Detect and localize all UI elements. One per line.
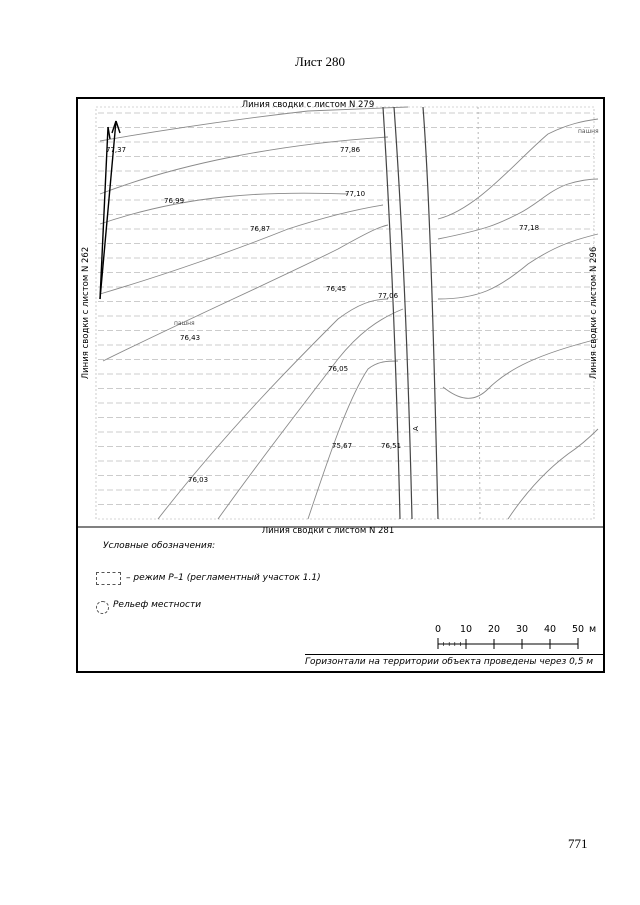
zone-boundary (96, 107, 594, 519)
top-link-label: Линия сводки с листом N 279 (241, 100, 375, 110)
contour-interval-note: Горизонтали на территории объекта проведены через 0,5 м (305, 657, 594, 667)
elevation-label: 76,87 (250, 225, 271, 233)
scale-tick-label: 10 (459, 624, 473, 635)
terrain-label: пашня (174, 320, 195, 327)
scale-bar (436, 638, 582, 650)
elevation-label: 77,18 (519, 224, 540, 232)
contour-line (100, 107, 408, 141)
elevation-label: 77,86 (340, 146, 361, 154)
scale-tick-label: 50 (571, 624, 585, 635)
elevation-label: 77,10 (345, 190, 366, 198)
elevation-label: 76,99 (164, 197, 185, 205)
contour-line (308, 361, 398, 519)
contour-line (508, 429, 598, 519)
elevation-label: 76,03 (188, 476, 209, 484)
left-link-label: Линия сводки с листом N 262 (81, 246, 91, 380)
elevation-label: 76,05 (328, 365, 349, 373)
relief-legend-icon (96, 601, 109, 614)
section-marker: А (412, 426, 420, 431)
road-line (423, 107, 438, 519)
roads (383, 107, 438, 519)
legend-title: Условные обозначения: (103, 541, 216, 551)
sheet-title: Лист 280 (295, 54, 345, 69)
contour-line (438, 119, 598, 219)
elevation-label: 76,51 (381, 442, 402, 450)
scale-tick-label: 30 (515, 624, 529, 635)
road-line (394, 107, 412, 519)
road-line (383, 107, 400, 519)
topographic-map (78, 99, 603, 671)
bottom-link-label: Линия сводки с листом N 281 (261, 526, 395, 536)
elevation-label: 76,43 (180, 334, 201, 342)
elevation-label: 76,45 (326, 285, 347, 293)
relief-legend-label: Рельеф местности (113, 600, 202, 610)
contour-line (443, 339, 598, 398)
scale-tick-label: 40 (543, 624, 557, 635)
scale-tick-label: 20 (487, 624, 501, 635)
scale-tick-label: 0 (434, 624, 442, 635)
contour-lines (100, 107, 598, 519)
page-number: 771 (568, 836, 588, 851)
zone-legend-label: – режим Р–1 (регламентный участок 1.1) (126, 573, 321, 583)
elevation-label: 77,37 (106, 146, 127, 154)
zone-legend-swatch (96, 572, 121, 585)
terrain-label: пашня (578, 128, 599, 135)
dotted-line (478, 107, 480, 519)
contour-line (100, 205, 383, 294)
note-divider (305, 654, 603, 655)
contour-line (218, 309, 403, 519)
elevation-label: 77,06 (378, 292, 399, 300)
right-link-label: Линия сводки с листом N 296 (589, 246, 599, 380)
elevation-label: 75,67 (332, 442, 353, 450)
elevation-labels (106, 146, 539, 484)
contour-line (158, 299, 388, 519)
scale-unit: м (589, 624, 597, 635)
contour-line (100, 193, 348, 224)
